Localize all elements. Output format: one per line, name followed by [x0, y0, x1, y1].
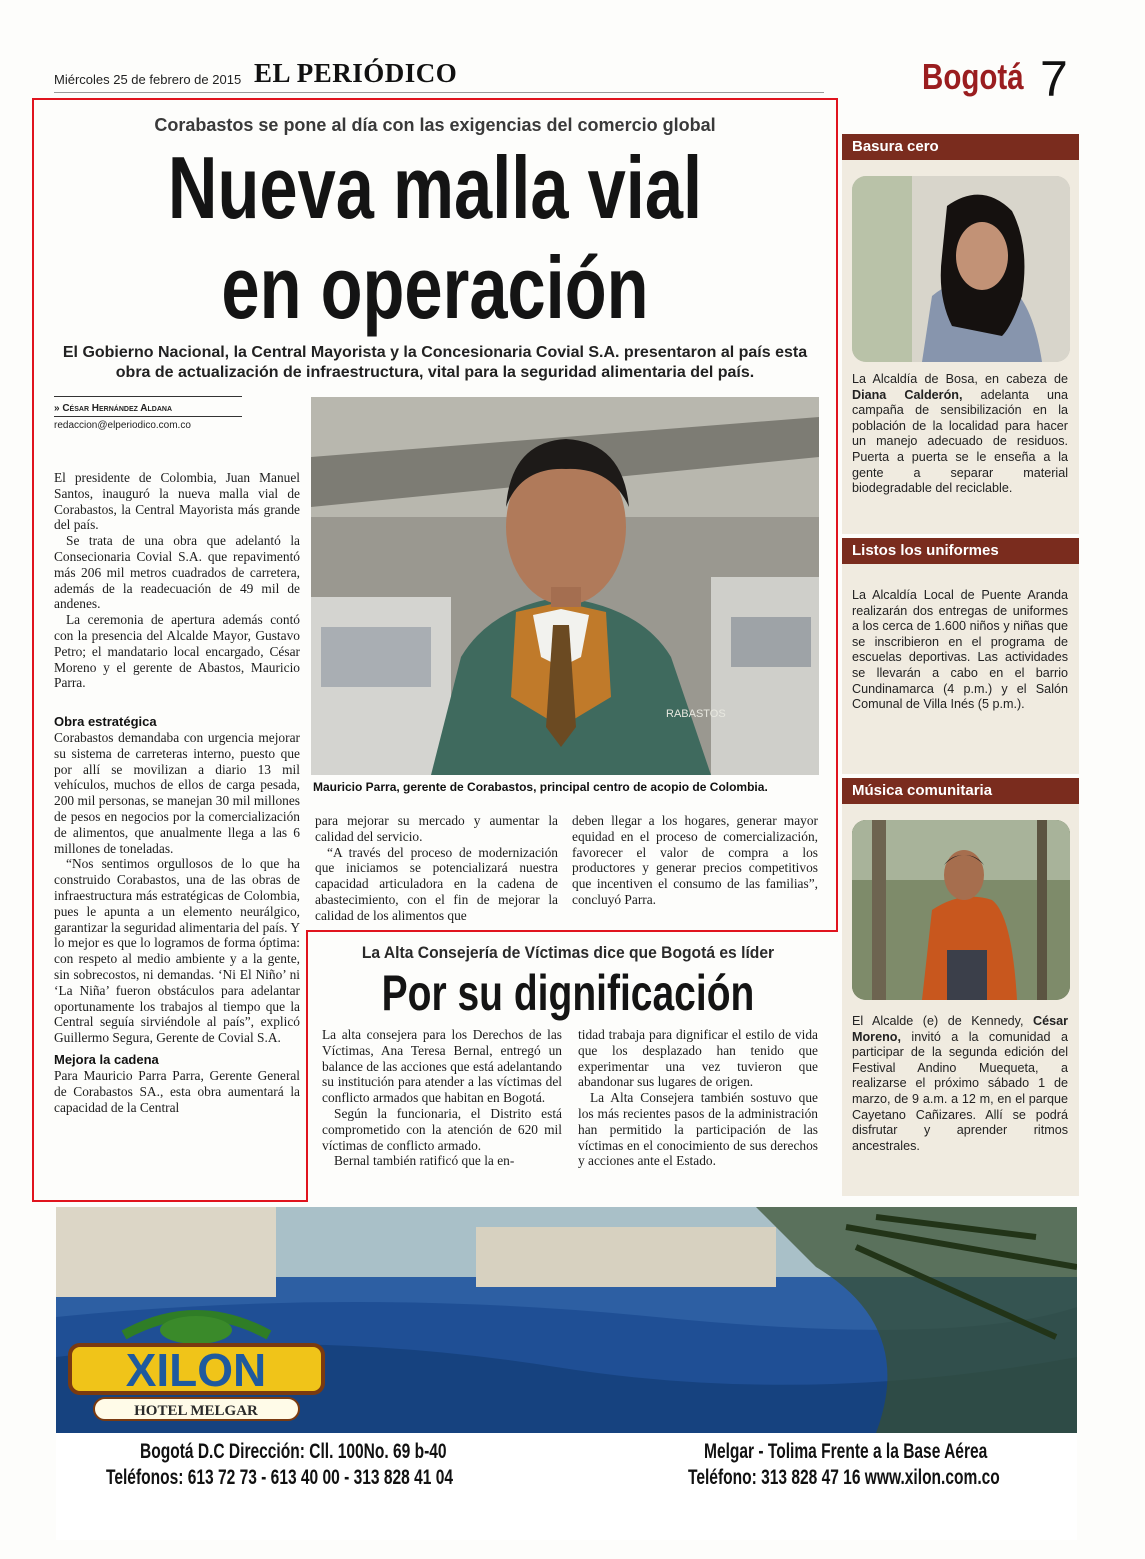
article-kicker: Corabastos se pone al día con las exigencias del comercio global — [154, 115, 716, 135]
newspaper-name: EL PERIÓDICO — [254, 58, 458, 88]
sidebar-title-basura-cero: Basura cero — [842, 134, 1079, 160]
header-rule — [54, 92, 824, 93]
article-column-2 — [315, 813, 558, 924]
second-article-kicker: La Alta Consejería de Víctimas dice que Bogotá es líder — [361, 943, 775, 962]
logo-subtitle: HOTEL MELGAR — [134, 1403, 258, 1419]
paragraph: “Nos sentimos orgullosos de lo que ha construido Corabastos, una de las obras de infraestructura más estratégicas de Colombia, pues le apunta a un elemento neurálgico, garantizar la seguridad alimentaria del país. Y lo mejor es que lo logramos de forma óptima: con respeto al medio ambiente y a la gente, sin sobrecostos, ni demandas. ‘Ni El Niño’ ni ‘La Niña’ fueron obstáculos para adelantar oportunamente los trabajos al tiempo que la Central seguía sirviéndole al país”, explicó Guillermo Segura, Gerente de Covial S.A. — [54, 856, 301, 1046]
page-number: 7 — [1040, 51, 1068, 107]
sidebar-photo-cesar-moreno — [852, 820, 1070, 1000]
byline-rule-bottom — [54, 416, 242, 417]
article-headline-line1: Nueva malla vial — [167, 138, 703, 237]
photo-caption: Mauricio Parra, gerente de Corabastos, principal centro de acopio de Colombia. — [313, 780, 768, 794]
text-run: invitó a la comunidad a participar de la segunda edición del Festival Andino Muequeta, a realizarse el próximo sábado 1 de marzo, de 9 a.m. a 12 m, en el parque Cayetano Cañizares. Allí se podrá disfrutar y aprender ritmos ancestrales. — [852, 1029, 1068, 1153]
byline-rule-top — [54, 396, 242, 397]
paragraph: Según la funcionaria, el Distrito está comprometido con la atención de 620 mil víctimas de conflicto armado. — [322, 1105, 562, 1153]
second-article-column-1 — [322, 1027, 562, 1169]
text-run: El Alcalde (e) de Kennedy, — [852, 1014, 1033, 1028]
highlight-frame-bottom — [32, 1200, 308, 1202]
jacket-logo-text: RABASTOS — [666, 708, 726, 720]
article-byline: » César Hernández Aldana — [54, 403, 173, 414]
paragraph: La ceremonia de apertura además contó con la presencia del Alcalde Mayor, Gustavo Petro; el mandatario local encargado, César Moreno y el gerente de Abastos, Mauricio Parra. — [54, 612, 300, 691]
paragraph: El presidente de Colombia, Juan Manuel Santos, inauguró la nueva malla vial de Corabastos, la Central Mayorista más grande del país. — [54, 470, 300, 533]
article-deck: El Gobierno Nacional, la Central Mayorista y la Concesionaria Covial S.A. presentaron al país esta obra de actualización de infraestructura, vital para la seguridad alimentaria del país. — [62, 344, 808, 381]
paragraph: La Alta Consejera también sostuvo que los más recientes pasos de la administración han permitido la participación de las víctimas en el conocimiento de sus derechos y acciones ante el Estado. — [578, 1090, 818, 1169]
highlight-frame-left — [32, 930, 34, 1202]
second-article-headline: Por su dignificación — [381, 965, 755, 1021]
article-headline-line2: en operación — [221, 238, 649, 337]
article-column-1-bottom — [54, 714, 300, 1115]
ad-melgar-phone-web: Teléfono: 313 828 47 16 www.xilon.com.co — [688, 1466, 1000, 1489]
sidebar-text-listos-los-uniformes: La Alcaldía Local de Puente Aranda realizarán dos entregas de uniformes a los cerca de 1.600 niños y niñas que se inscribieron en el programa de escuelas deportivas. Las actividades se llevarán a cabo en el barrio Cundinamarca (4 p.m.) y el Salón Comunal de Villa Inés (5 p.m.). — [852, 588, 1068, 712]
article-column-1-top — [54, 470, 300, 691]
subhead-obra-estrategica: Obra estratégica — [54, 714, 157, 729]
paragraph: tidad trabaja para dignificar el estilo de vida que los desplazado han tenido que experimentar una vez tuvieron que abandonar sus lugares de origen. — [578, 1027, 818, 1090]
author-email: redaccion@elperiodico.com.co — [54, 420, 191, 431]
paragraph: Corabastos demandaba con urgencia mejorar su sistema de carreteras interno, puesto que por allí se movilizan a diario 13 mil vehículos, muchos de ellos de carga pesada, 200 mil personas, se manejan 30 mil millones de pesos en negocios por la comercialización de alimentos, que anualmente llega a las 6 millones de toneladas. — [54, 730, 300, 856]
xilon-logo — [64, 1300, 329, 1425]
highlighted-name: Diana Calderón, — [852, 387, 963, 402]
second-article-column-2 — [578, 1027, 818, 1169]
ad-melgar-location: Melgar - Tolima Frente a la Base Aérea — [704, 1440, 988, 1463]
ad-bogota-phones: Teléfonos: 613 72 73 - 613 40 00 - 313 828 41 04 — [106, 1466, 454, 1489]
article-column-3 — [572, 813, 818, 908]
sidebar-title-musica-comunitaria: Música comunitaria — [842, 778, 1079, 804]
highlight-frame-mid — [306, 930, 838, 932]
subhead-mejora-la-cadena: Mejora la cadena — [54, 1051, 159, 1067]
sidebar-text-basura-cero — [852, 372, 1068, 497]
paragraph: Se trata de una obra que adelantó la Consecionaria Covial S.A. que repavimentó más 206 mil metros cuadrados de carretera, además de la readecuación de 49 mil de andenes. — [54, 533, 300, 612]
sidebar-text-musica-comunitaria — [852, 1014, 1068, 1154]
sidebar-title-listos-los-uniformes: Listos los uniformes — [842, 538, 1079, 564]
ad-bogota-address: Bogotá D.C Dirección: Cll. 100No. 69 b-40 — [140, 1440, 447, 1463]
text-run: adelanta una campaña de sensibilización en la población de la localidad para hacer un manejo adecuado de residuos. Puerta a puerta se le enseña a la gente a separar material biodegradable del reciclable. — [852, 387, 1068, 496]
text-run: La Alcaldía de Bosa, en cabeza de — [852, 372, 1068, 386]
paragraph: Para Mauricio Parra Parra, Gerente General de Corabastos SA., esta obra aumentará la capacidad de la Central — [54, 1067, 300, 1115]
section-title: Bogotá — [922, 56, 1024, 97]
paragraph: Bernal también ratificó que la en- — [334, 1153, 515, 1169]
highlight-frame-inner — [306, 930, 308, 1202]
sidebar-photo-diana-calderon — [852, 176, 1070, 362]
highlighted-name: César Moreno, — [852, 1014, 1068, 1044]
paragraph: “A través del proceso de modernización que iniciamos se potencializará nuestra capacidad articuladora en la cadena de abastecimiento, con el fin de mejorar la calidad de los alimentos que — [315, 844, 558, 923]
paragraph: deben llegar a los hogares, generar mayor equidad en el proceso de comercialización, favorecer el valor de compra a los productores y generar precios competitivos que incentiven el consumo de las familias”, concluyó Parra. — [572, 813, 818, 907]
article-photo-mauricio-parra — [311, 397, 819, 775]
logo-text: XILON — [125, 1344, 267, 1396]
paragraph: La alta consejera para los Derechos de las Víctimas, Ana Teresa Bernal, entregó un balance de las acciones que está adelantando su institución para atender a las víctimas del conflicto armados que habitan en Bogotá. — [322, 1027, 562, 1106]
issue-date: Miércoles 25 de febrero de 2015 — [54, 72, 242, 87]
paragraph: para mejorar su mercado y aumentar la calidad del servicio. — [315, 813, 558, 844]
